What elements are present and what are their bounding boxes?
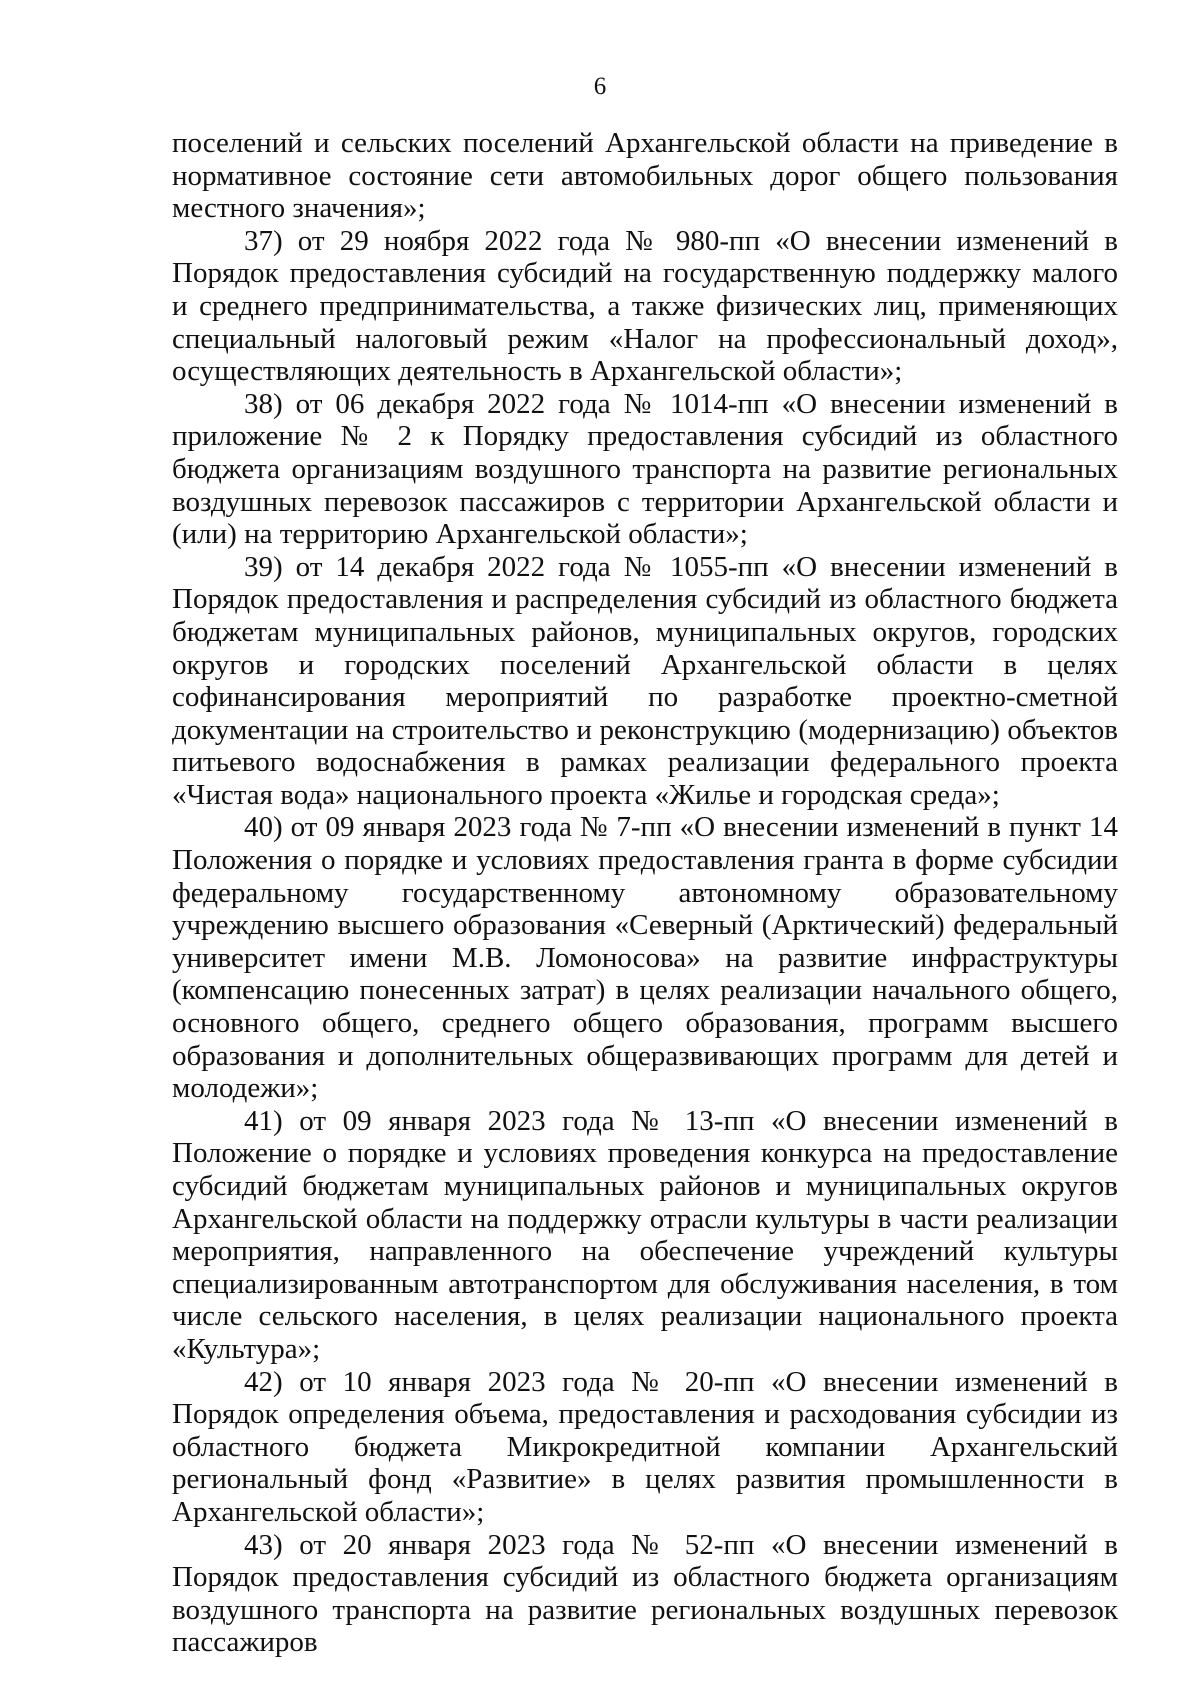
list-item-39: 39) от 14 декабря 2022 года № 1055-пп «О внесении изменений в Порядок предоставления и распределения субсидий из областного бюджета бюджетам муниципальных районов, муниципальных округов, городских округов и городских поселений Архангельской области в целях софинансирования мероприятий по разработке проектно-сметной документации на строительство и реконструкцию (модернизацию) объектов питьевого водоснабжения в рамках реализации федерального проекта «Чистая вода» национального проекта «Жилье и городская среда»;: [172, 550, 1118, 811]
list-item-40: 40) от 09 января 2023 года № 7-пп «О внесении изменений в пункт 14 Положения о порядке и условиях предоставления гранта в форме субсидии федеральному государственному автономному образовательному учреждению высшего образования «Северный (Арктический) федеральный университет имени М.В. Ломоносова» на развитие инфраструктуры (компенсацию понесенных затрат) в целях реализации начального общего, основного общего, среднего общего образования, программ высшего образования и дополнительных общеразвивающих программ для детей и молодежи»;: [172, 811, 1118, 1105]
list-item-41: 41) от 09 января 2023 года № 13-пп «О внесении изменений в Положение о порядке и условиях проведения конкурса на предоставление субсидий бюджетам муниципальных районов и муниципальных округов Архангельской области на поддержку отрасли культуры в части реализации мероприятия, направленного на обеспечение учреждений культуры специализированным автотранспортом для обслуживания населения, в том числе сельского населения, в целях реализации национального проекта «Культура»;: [172, 1104, 1118, 1365]
document-body: [172, 127, 1118, 1659]
list-item-43: 43) от 20 января 2023 года № 52-пп «О внесении изменений в Порядок предоставления субсидий из областного бюджета организациям воздушного транспорта на развитие региональных воздушных перевозок пассажиров: [172, 1528, 1118, 1659]
page-number: 6: [593, 73, 607, 100]
paragraph-continuation: поселений и сельских поселений Архангельской области на приведение в нормативное состояние сети автомобильных дорог общего пользования местного значения»;: [172, 127, 1118, 225]
list-item-42: 42) от 10 января 2023 года № 20-пп «О внесении изменений в Порядок определения объема, предоставления и расходования субсидии из областного бюджета Микрокредитной компании Архангельский региональный фонд «Развитие» в целях развития промышленности в Архангельской области»;: [172, 1365, 1118, 1528]
list-item-37: 37) от 29 ноября 2022 года № 980-пп «О внесении изменений в Порядок предоставления субсидий на государственную поддержку малого и среднего предпринимательства, а также физических лиц, применяющих специальный налоговый режим «Налог на профессиональный доход», осуществляющих деятельность в Архангельской области»;: [172, 224, 1118, 388]
list-item-38: 38) от 06 декабря 2022 года № 1014-пп «О внесении изменений в приложение № 2 к Порядку предоставления субсидий из областного бюджета организациям воздушного транспорта на развитие региональных воздушных перевозок пассажиров с территории Архангельской области и (или) на территорию Архангельской области»;: [172, 387, 1118, 551]
